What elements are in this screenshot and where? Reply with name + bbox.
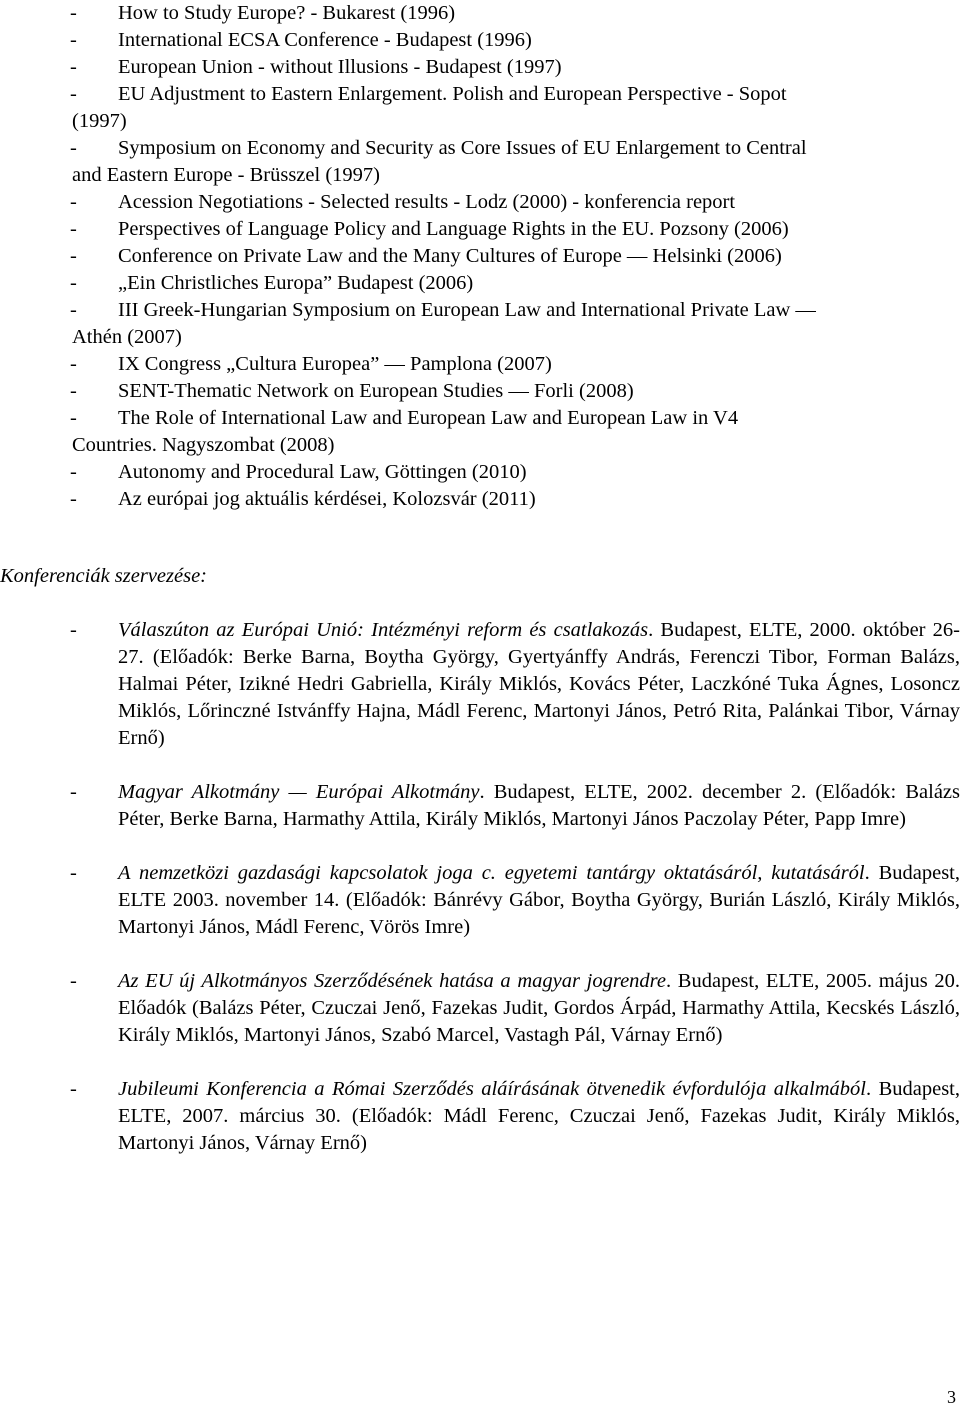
conference-title: A nemzetközi gazdasági kapcsolatok joga c. egyetemi tantárgy oktatásáról, kutatásáról: [118, 862, 865, 884]
list-item: [72, 351, 960, 378]
organized-item: [72, 617, 960, 752]
list-item: [72, 81, 960, 135]
list-item: [72, 189, 960, 216]
list-item: [72, 297, 960, 351]
organized-item: [72, 1076, 960, 1157]
list-item-text: Acession Negotiations - Selected results - Lodz (2000) - konferencia report: [118, 191, 736, 213]
list-dash: -: [70, 56, 77, 78]
conference-details: . Budapest, ELTE, 2007. március 30. (Előadók: Mádl Ferenc, Czuczai Jenő, Fazekas Judit, Király Miklós, Martonyi János, Várnay Ernő): [118, 1078, 960, 1154]
organized-item: [72, 968, 960, 1049]
list-item: [72, 243, 960, 270]
list-item: [72, 405, 960, 459]
list-dash: -: [70, 1078, 77, 1100]
section-heading: Konferenciák szervezése:: [0, 565, 208, 587]
list-item-continuation: (1997): [72, 110, 127, 132]
list-item-text: Az európai jog aktuális kérdései, Kolozsvár (2011): [118, 488, 536, 510]
list-item: [72, 459, 960, 486]
list-item-text: Perspectives of Language Policy and Language Rights in the EU. Pozsony (2006): [118, 218, 789, 240]
conference-details: . Budapest, ELTE, 2005. május 20. Előadók (Balázs Péter, Czuczai Jenő, Fazekas Judit, Gordos Árpád, Harmathy Attila, Kecskés László, Király Miklós, Martonyi János, Szabó Marcel, Vastagh Pál, Várnay Ernő): [118, 970, 960, 1046]
list-dash: -: [70, 461, 77, 483]
list-dash: -: [70, 2, 77, 24]
list-dash: -: [70, 781, 77, 803]
conference-details: . Budapest, ELTE, 2000. október 26-27. (Előadók: Berke Barna, Boytha György, Gyertyánffy András, Ferenczi Tibor, Forman Balázs, Halmai Péter, Izikné Hedri Gabriella, Király Miklós, Kovács Péter, Laczkóné Tuka Ágnes, Losoncz Miklós, Lőrinczné Istvánffy Hajna, Mádl Ferenc, Martonyi János, Petró Rita, Palánkai Tibor, Várnay Ernő): [118, 619, 960, 749]
list-item-text: The Role of International Law and European Law and European Law in V4: [118, 407, 739, 429]
list-item-continuation: and Eastern Europe - Brüsszel (1997): [72, 164, 380, 186]
list-item: [72, 135, 960, 189]
organized-item: [72, 860, 960, 941]
list-dash: -: [70, 29, 77, 51]
list-dash: -: [70, 299, 77, 321]
list-item-text: Autonomy and Procedural Law, Göttingen (2010): [118, 461, 527, 483]
list-item-text: European Union - without Illusions - Budapest (1997): [118, 56, 562, 78]
conference-title: Az EU új Alkotmányos Szerződésének hatása a magyar jogrendre: [118, 970, 666, 992]
list-item: [72, 486, 960, 513]
conference-title: Válaszúton az Európai Unió: Intézményi reform és csatlakozás: [118, 619, 649, 641]
list-dash: -: [70, 862, 77, 884]
list-item-text: III Greek-Hungarian Symposium on European Law and International Private Law —: [118, 299, 816, 321]
list-dash: -: [70, 218, 77, 240]
list-item-text: „Ein Christliches Europa” Budapest (2006): [118, 272, 474, 294]
list-item: [72, 378, 960, 405]
page-number: 3: [947, 1387, 956, 1407]
list-item-text: International ECSA Conference - Budapest (1996): [118, 29, 532, 51]
list-item: [72, 0, 960, 27]
list-item-continuation: Athén (2007): [72, 326, 182, 348]
conference-list: [72, 0, 960, 513]
list-item-text: How to Study Europe? - Bukarest (1996): [118, 2, 456, 24]
list-item: [72, 54, 960, 81]
list-dash: -: [70, 619, 77, 641]
list-dash: -: [70, 137, 77, 159]
organized-item: [72, 779, 960, 833]
list-item-text: Symposium on Economy and Security as Core Issues of EU Enlargement to Central: [118, 137, 807, 159]
list-item: [72, 27, 960, 54]
list-dash: -: [70, 272, 77, 294]
conference-details: . Budapest, ELTE, 2002. december 2. (Előadók: Balázs Péter, Berke Barna, Harmathy Attila, Király Miklós, Martonyi János Paczolay Péter, Papp Imre): [118, 781, 960, 830]
conference-title: Jubileumi Konferencia a Római Szerződés aláírásának ötvenedik évfordulója alkalmából: [118, 1078, 867, 1100]
conference-title: Magyar Alkotmány — Európai Alkotmány: [118, 781, 480, 803]
list-dash: -: [70, 191, 77, 213]
conference-details: . Budapest, ELTE 2003. november 14. (Előadók: Bánrévy Gábor, Boytha György, Burián László, Király Miklós, Martonyi János, Mádl Ferenc, Vörös Imre): [118, 862, 960, 938]
list-item-text: SENT-Thematic Network on European Studies — Forli (2008): [118, 380, 634, 402]
list-item: [72, 216, 960, 243]
list-item-continuation: Countries. Nagyszombat (2008): [72, 434, 335, 456]
list-dash: -: [70, 970, 77, 992]
list-dash: -: [70, 407, 77, 429]
list-dash: -: [70, 488, 77, 510]
list-item-text: IX Congress „Cultura Europea” — Pamplona (2007): [118, 353, 552, 375]
list-dash: -: [70, 245, 77, 267]
organized-conferences-list: [72, 617, 960, 1184]
list-item: [72, 270, 960, 297]
list-dash: -: [70, 353, 77, 375]
list-item-text: Conference on Private Law and the Many Cultures of Europe — Helsinki (2006): [118, 245, 782, 267]
list-dash: -: [70, 83, 77, 105]
list-dash: -: [70, 380, 77, 402]
list-item-text: EU Adjustment to Eastern Enlargement. Polish and European Perspective - Sopot: [118, 83, 787, 105]
